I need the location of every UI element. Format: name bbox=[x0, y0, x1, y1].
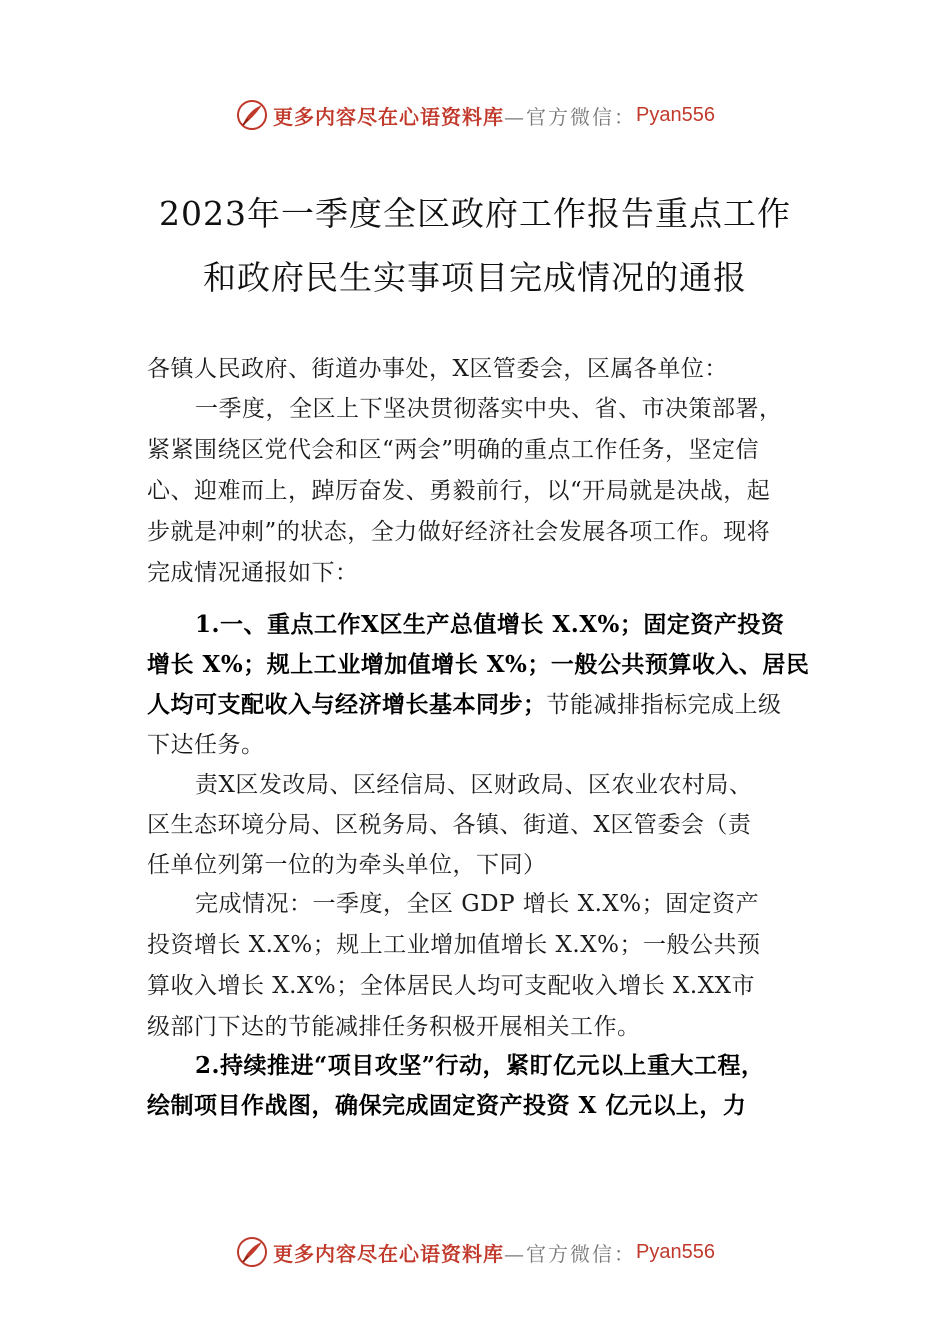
watermark-wechat-id: Pyan556 bbox=[636, 103, 715, 126]
body-line: 完成情况通报如下： bbox=[147, 560, 359, 586]
watermark-label: —官方微信： bbox=[504, 104, 637, 129]
watermark-footer bbox=[0, 1232, 950, 1272]
completion-line: 完成情况：一季度，全区 GDP 增长 X.X%；固定资产 bbox=[195, 891, 760, 917]
document-title-line-1: 2023年一季度全区政府工作报告重点工作 bbox=[159, 194, 791, 233]
section-heading-line: 1.一、重点工作X区生产总值增长 X.X%；固定资产投资 bbox=[195, 611, 785, 638]
completion-line: 算收入增长 X.X%；全体居民人均可支配收入增长 X.XX市 bbox=[147, 973, 755, 999]
bold-text: 人均可支配收入与经济增长基本同步； bbox=[147, 691, 547, 718]
section-heading-line: 2.持续推进“项目攻坚”行动，紧盯亿元以上重大工程， bbox=[195, 1052, 765, 1079]
body-line: 下达任务。 bbox=[147, 732, 265, 758]
responsible-units-line: 区生态环境分局、区税务局、各镇、街道、X区管委会（责 bbox=[147, 812, 752, 838]
quill-logo-icon bbox=[235, 98, 269, 132]
section-heading-line bbox=[147, 686, 837, 719]
salutation: 各镇人民政府、街道办事处，X区管委会，区属各单位： bbox=[147, 356, 728, 382]
completion-line: 投资增长 X.X%；规上工业增加值增长 X.X%；一般公共预 bbox=[147, 932, 761, 958]
completion-line: 级部门下达的节能减排任务积极开展相关工作。 bbox=[147, 1014, 641, 1040]
body-line: 心、迎难而上，踔厉奋发、勇毅前行，以“开局就是决战，起 bbox=[147, 478, 771, 504]
watermark-brand: 更多内容尽在心语资料库 bbox=[273, 1241, 505, 1266]
body-line: 紧紧围绕区党代会和区“两会”明确的重点工作任务，坚定信 bbox=[147, 437, 760, 463]
watermark-wechat-id: Pyan556 bbox=[636, 1240, 715, 1263]
normal-text: 节能减排指标完成上级 bbox=[546, 692, 782, 718]
quill-logo-icon bbox=[235, 1235, 269, 1269]
watermark-header bbox=[0, 95, 950, 135]
responsible-units-line: 任单位列第一位的为牵头单位，下同） bbox=[147, 852, 547, 878]
section-heading-line: 增长 X%；规上工业增加值增长 X%；一般公共预算收入、居民 bbox=[147, 651, 810, 678]
section-heading-line: 绘制项目作战图，确保完成固定资产投资 X 亿元以上，力 bbox=[147, 1092, 747, 1119]
watermark-label: —官方微信： bbox=[504, 1241, 637, 1266]
body-line: 一季度，全区上下坚决贯彻落实中央、省、市决策部署， bbox=[195, 396, 783, 422]
body-line: 步就是冲刺”的状态，全力做好经济社会发展各项工作。现将 bbox=[147, 519, 771, 545]
document-title-line-2: 和政府民生实事项目完成情况的通报 bbox=[203, 258, 747, 297]
watermark-brand: 更多内容尽在心语资料库 bbox=[273, 104, 505, 129]
responsible-units-line: 责X区发改局、区经信局、区财政局、区农业农村局、 bbox=[195, 772, 753, 798]
